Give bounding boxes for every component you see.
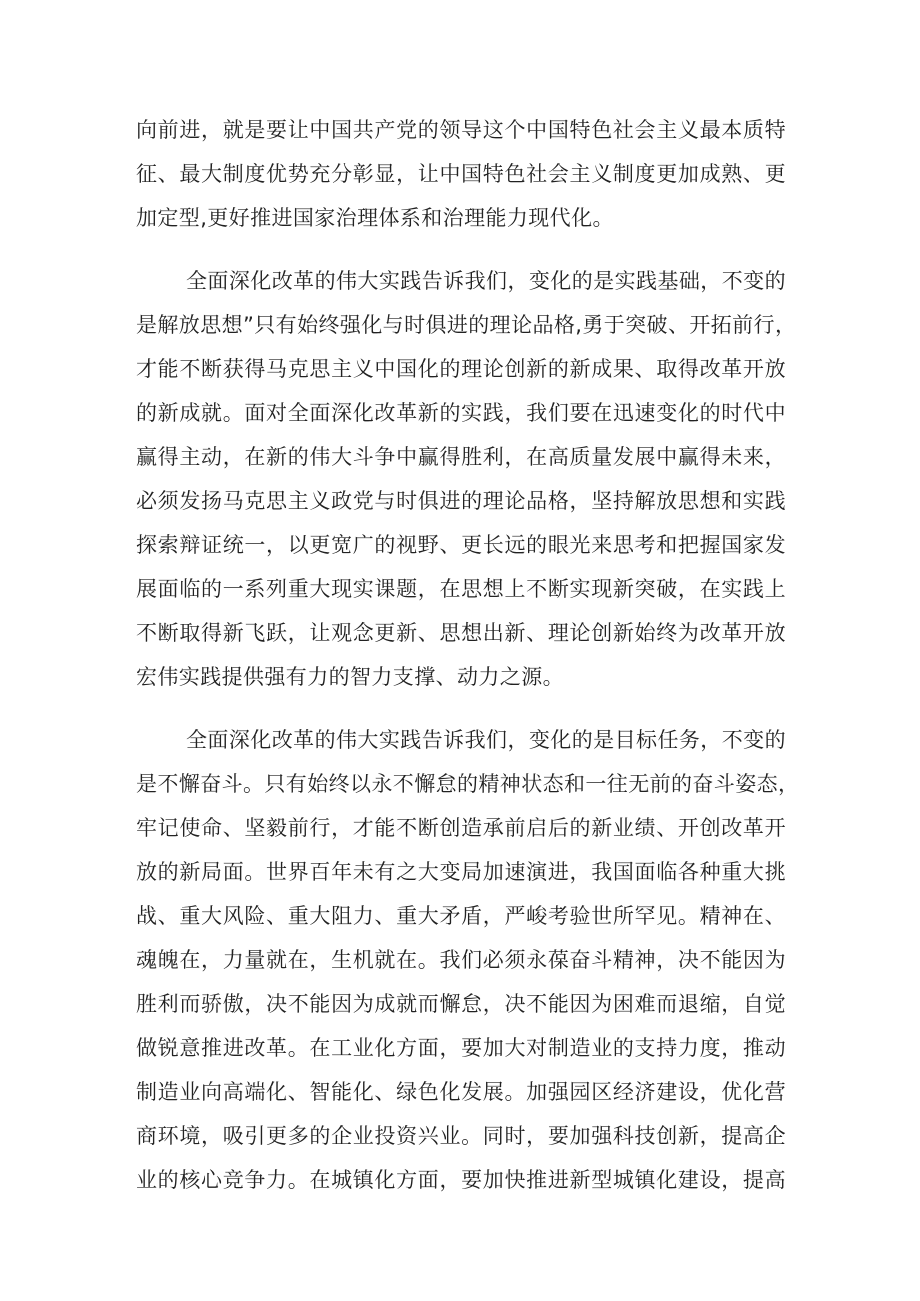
text-line: 必须发扬马克思主义政党与时俱进的理论品格，坚持解放思想和实践: [136, 489, 786, 513]
text-line: 探索辩证统一，以更宽广的视野、更长远的眼光来思考和把握国家发: [136, 533, 786, 557]
text-line: 是不懈奋斗。只有始终以永不懈怠的精神状态和一往无前的奋斗姿态，: [136, 772, 800, 796]
text-line: 展面临的一系列重大现实课题，在思想上不断实现新突破，在实践上: [136, 577, 786, 601]
text-line: 宏伟实践提供强有力的智力支撑、动力之源。: [136, 665, 564, 689]
text-line: 商环境，吸引更多的企业投资兴业。同时，要加强科技创新，提高企: [136, 1124, 786, 1148]
text-line: 向前进，就是要让中国共产党的领导这个中国特色社会主义最本质特: [136, 118, 786, 142]
text-line: 魂魄在，力量就在，生机就在。我们必须永葆奋斗精神，决不能因为: [136, 948, 786, 972]
text-line: 牢记使命、坚毅前行，才能不断创造承前启后的新业绩、开创改革开: [136, 816, 786, 840]
text-line: 放的新局面。世界百年未有之大变局加速演进，我国面临各种重大挑: [136, 860, 786, 884]
text-line: 赢得主动，在新的伟大斗争中赢得胜利，在高质量发展中赢得未来，: [136, 445, 786, 469]
text-line: 才能不断获得马克思主义中国化的理论创新的新成果、取得改革开放: [136, 357, 786, 381]
paragraph-2: [136, 259, 797, 699]
paragraph-3: [136, 718, 800, 1202]
text-line: 是解放思想”只有始终强化与时俱进的理论品格,勇于突破、开拓前行，: [136, 313, 797, 337]
text-line: 做锐意推进改革。在工业化方面，要加大对制造业的支持力度，推动: [136, 1036, 786, 1060]
document-body: [136, 108, 800, 1221]
text-line: 制造业向高端化、智能化、绿色化发展。加强园区经济建设，优化营: [136, 1080, 786, 1104]
text-line: 加定型,更好推进国家治理体系和治理能力现代化。: [136, 206, 614, 230]
text-line: 全面深化改革的伟大实践告诉我们，变化的是实践基础，不变的: [186, 269, 786, 293]
text-line: 征、最大制度优势充分彰显，让中国特色社会主义制度更加成熟、更: [136, 162, 786, 186]
text-line: 业的核心竞争力。在城镇化方面，要加快推进新型城镇化建设，提高: [136, 1168, 786, 1192]
paragraph-1: [136, 108, 786, 240]
text-line: 的新成就。面对全面深化改革新的实践，我们要在迅速变化的时代中: [136, 401, 786, 425]
text-line: 战、重大风险、重大阻力、重大矛盾，严峻考验世所罕见。精神在、: [136, 904, 786, 928]
text-line: 全面深化改革的伟大实践告诉我们，变化的是目标任务，不变的: [186, 728, 786, 752]
text-line: 胜利而骄傲，决不能因为成就而懈怠，决不能因为困难而退缩，自觉: [136, 992, 786, 1016]
text-line: 不断取得新飞跃，让观念更新、思想出新、理论创新始终为改革开放: [136, 621, 786, 645]
